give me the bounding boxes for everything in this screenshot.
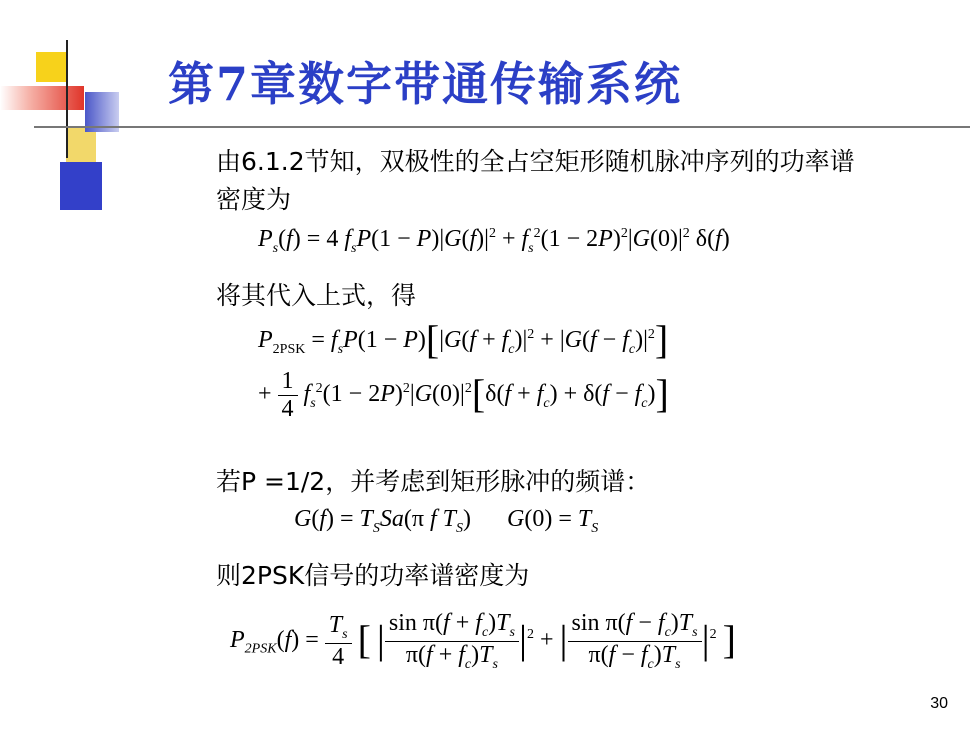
formula-psd-bipolar: $P_s(f) = 4$ $f_sP(1 - P)|G(f)|^2 + f_s^2(1 - 2P)^2|G(0)|^2$ δ(f): [258, 226, 730, 256]
formula-rect-spectrum: $G(f) = T_SSa(\pi$ f $T_S$) $G(0) = T_S$: [294, 506, 599, 536]
formula-p2psk-final: $P_{2PSK}(f)$ = $\frac{T_s}{4}$ [ | $\frac{\sin \pi(f + f_c)T_s}{\pi(f + f_c)T_s}$ $|^2$ + | $\frac{\sin \pi(f - f_c)T_s}{\pi(f - f_c)T_s}$ $|^2$ ]: [230, 610, 736, 672]
intro-text-line2: 密度为: [216, 185, 292, 214]
slide-title: 第7章数字带通传输系统: [168, 57, 683, 111]
decor-vertical-line: [66, 40, 68, 158]
formula-p2psk-line1: $P_{2PSK} = f_sP(1 - P)[|G(f + f_c)|^2 + |G(f - f_c)|^2]$: [258, 317, 669, 362]
title-underline: [34, 126, 970, 128]
page-number: 30: [930, 695, 948, 712]
formula-p2psk-line2: + $\frac{1}{4}$ $f_s^2(1 - 2P)^2|G(0)|^2[\delta(f + f_c) + \delta(f - f_c)]$: [258, 368, 669, 422]
condition-text: 若P =1/2，并考虑到矩形脉冲的频谱：: [216, 467, 651, 496]
decor-yellow-square-2: [66, 128, 96, 162]
decor-red-bar: [0, 86, 84, 110]
conclusion-text: 则2PSK信号的功率谱密度为: [216, 561, 530, 590]
substitute-text: 将其代入上式，得: [216, 281, 417, 310]
decor-blue-square: [60, 162, 102, 210]
intro-text-line1: 由6.1.2节知，双极性的全占空矩形随机脉冲序列的功率谱: [216, 147, 855, 176]
decor-yellow-square: [36, 52, 66, 82]
